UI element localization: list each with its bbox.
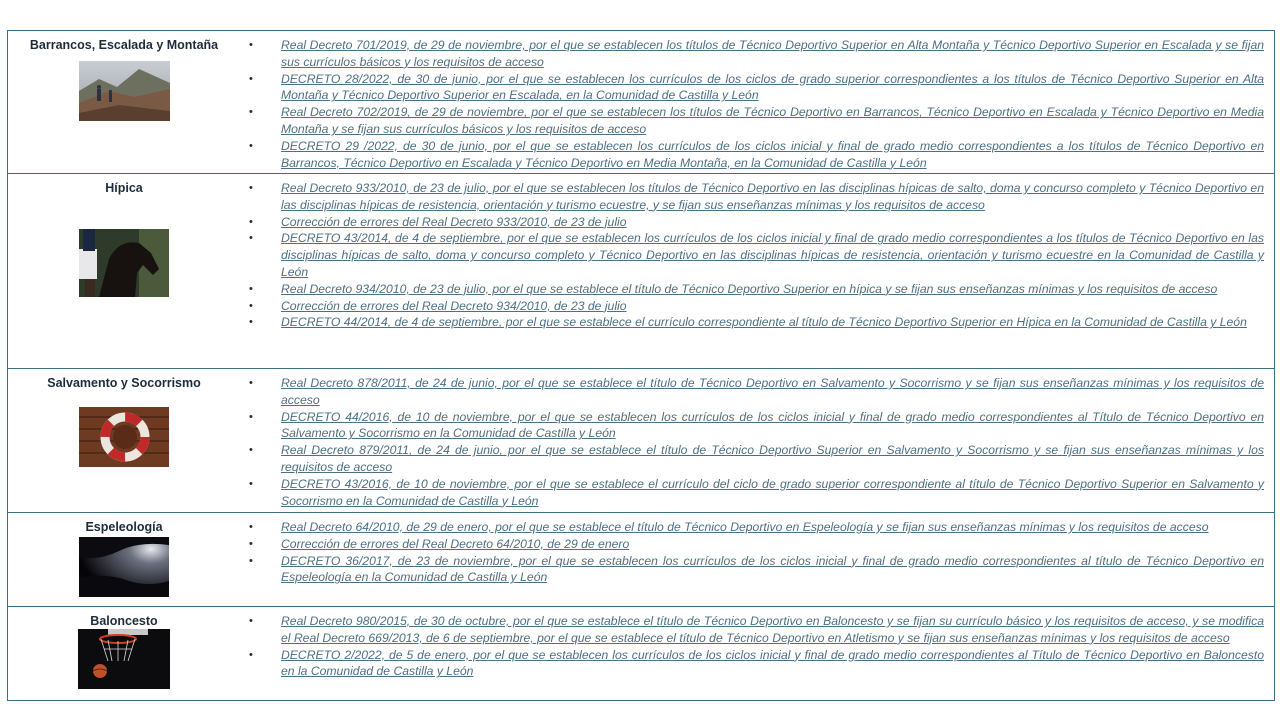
regulation-link[interactable]: DECRETO 43/2016, de 10 de noviembre, por el que se establece el currículo del ciclo de grado superior correspondiente al título de Técnico Deportivo Superior en Salvamento y Socorrismo en la Comunidad de Castilla y León [281, 476, 1264, 508]
regulation-link[interactable]: Real Decreto 980/2015, de 30 de octubre, por el que se establece el título de Técnico Deportivo en Baloncesto y se fijan su currículo básico y los requisitos de acceso, y se modifica el Real Decreto 669/2013, de 6 de septiembre, por el que se establece el título de Técnico Deportivo en Atletismo y se fijan sus enseñanzas mínimas y los requisitos de acceso [281, 614, 1264, 645]
list-item [240, 298, 1264, 315]
regulation-link[interactable]: Corrección de errores del Real Decreto 933/2010, de 23 de julio [281, 214, 627, 229]
list-item [240, 375, 1264, 409]
list-item [240, 647, 1264, 681]
list-item [240, 138, 1264, 172]
regulations-table [7, 30, 1275, 701]
regulation-link[interactable]: Real Decreto 933/2010, de 23 de julio, por el que se establecen los títulos de Técnico Deportivo en las disciplinas hípicas de salto, doma y concurso completo y Técnico Deportivo en las disciplinas hípicas de resistencia, orientación y turismo ecuestre, y se fijan sus enseñanzas mínimas y los requisitos de acceso [281, 181, 1264, 212]
list-item [240, 519, 1264, 536]
links-cell [240, 31, 1274, 173]
list-item [240, 230, 1264, 280]
list-item [240, 104, 1264, 138]
sport-cell [8, 174, 240, 368]
list-item [240, 476, 1264, 510]
regulation-link[interactable]: Real Decreto 64/2010, de 29 de enero, por el que se establece el título de Técnico Deportivo en Espeleología y se fijan sus enseñanzas mínimas y los requisitos de acceso [281, 520, 1209, 534]
links-cell [240, 369, 1274, 512]
list-item [240, 214, 1264, 231]
regulation-link[interactable]: DECRETO 43/2014, de 4 de septiembre, por el que se establecen los currículos de los ciclos inicial y final de grado medio correspondientes a los títulos de Técnico Deportivo en las disciplinas hípicas de salto, doma y concurso completo y Técnico Deportivo en las disciplinas hípicas de resistencia, orientación y turismo ecuestre en la Comunidad de Castilla y León [281, 231, 1264, 279]
sport-title: Salvamento y Socorrismo [47, 376, 201, 390]
regulation-link[interactable]: Real Decreto 878/2011, de 24 de junio, por el que se establece el título de Técnico Deportivo en Salvamento y Socorrismo y se fijan sus enseñanzas mínimas y los requisitos de acceso [281, 376, 1264, 407]
list-item [240, 180, 1264, 214]
list-item [240, 613, 1264, 647]
list-item [240, 553, 1264, 587]
regulation-link[interactable]: DECRETO 29 /2022, de 30 de junio, por el que se establecen los currículos de los ciclos inicial y final de grado medio correspondientes a los títulos de Técnico Deportivo en Barrancos, Técnico Deportivo en Escalada y Técnico Deportivo en Media Montaña, en la Comunidad de Castilla y León [281, 138, 1264, 170]
sport-title: Espeleología [85, 520, 163, 534]
sport-title: Barrancos, Escalada y Montaña [29, 38, 219, 52]
lifebuoy-photo [79, 407, 169, 467]
list-item [240, 37, 1264, 71]
horse-rider-photo [79, 229, 169, 297]
regulation-link[interactable]: Real Decreto 879/2011, de 24 de junio, por el que se establece el título de Técnico Deportivo Superior en Salvamento y Socorrismo y se fijan sus enseñanzas mínimas y los requisitos de acceso [281, 443, 1264, 474]
regulation-link[interactable]: DECRETO 44/2014, de 4 de septiembre, por el que se establece el currículo correspondiente al título de Técnico Deportivo Superior en Hípica en la Comunidad de Castilla y León [281, 315, 1247, 330]
list-item [240, 409, 1264, 443]
sport-cell [8, 31, 240, 173]
regulation-link[interactable]: DECRETO 28/2022, de 30 de junio, por el que se establecen los currículos de los ciclos de grado superior correspondientes a los títulos de Técnico Deportivo Superior en Alta Montaña y Técnico Deportivo Superior en Escalada, en la Comunidad de Castilla y León [281, 71, 1264, 103]
list-item [240, 442, 1264, 476]
list-item [240, 281, 1264, 298]
sport-title: Baloncesto [90, 614, 158, 628]
regulation-link[interactable]: Real Decreto 934/2010, de 23 de julio, por el que se establece el título de Técnico Deportivo Superior en hípica y se fijan sus enseñanzas mínimas y los requisitos de acceso [281, 281, 1218, 296]
cave-photo [79, 537, 169, 597]
sport-cell [8, 607, 240, 700]
list-item [240, 314, 1264, 331]
regulation-link[interactable]: DECRETO 2/2022, de 5 de enero, por el que se establecen los currículos de los ciclos inicial y final de grado medio correspondientes al Título de Técnico Deportivo en Baloncesto en la Comunidad de Castilla y León [281, 647, 1264, 679]
links-cell [240, 607, 1274, 700]
sport-row [8, 513, 1274, 607]
sport-row [8, 369, 1274, 513]
regulation-link[interactable]: Corrección de errores del Real Decreto 934/2010, de 23 de julio [281, 298, 627, 313]
mountain-hikers-photo [79, 61, 170, 121]
regulation-link[interactable]: DECRETO 36/2017, de 23 de noviembre, por el que se establecen los currículos de los ciclos inicial y final de grado medio correspondientes al título de Técnico Deportivo en Espeleología en la Comunidad de Castilla y León [281, 553, 1264, 585]
basketball-hoop-photo [78, 629, 170, 689]
links-cell [240, 513, 1274, 606]
list-item [240, 536, 1264, 553]
regulation-link[interactable]: Corrección de errores del Real Decreto 64/2010, de 29 de enero [281, 536, 630, 551]
links-cell [240, 174, 1274, 368]
sport-title: Hípica [105, 181, 143, 195]
sport-row [8, 174, 1274, 369]
regulation-link[interactable]: Real Decreto 702/2019, de 29 de noviembre, por el que se establecen los títulos de Técnico Deportivo en Barrancos, Técnico Deportivo en Escalada y Técnico Deportivo en Media Montaña y se fijan sus currículos básicos y los requisitos de acceso [281, 105, 1264, 136]
sport-row [8, 607, 1274, 701]
sport-cell [8, 513, 240, 606]
sport-row [8, 31, 1274, 174]
sport-cell [8, 369, 240, 512]
regulation-link[interactable]: DECRETO 44/2016, de 10 de noviembre, por el que se establecen los currículos de los ciclos inicial y final de grado medio correspondientes al Título de Técnico Deportivo en Salvamento y Socorrismo en la Comunidad de Castilla y León [281, 409, 1264, 441]
list-item [240, 71, 1264, 105]
regulation-link[interactable]: Real Decreto 701/2019, de 29 de noviembre, por el que se establecen los títulos de Técnico Deportivo Superior en Alta Montaña y Técnico Deportivo Superior en Escalada y se fijan sus currículos básicos y los requisitos de acceso [281, 38, 1264, 69]
